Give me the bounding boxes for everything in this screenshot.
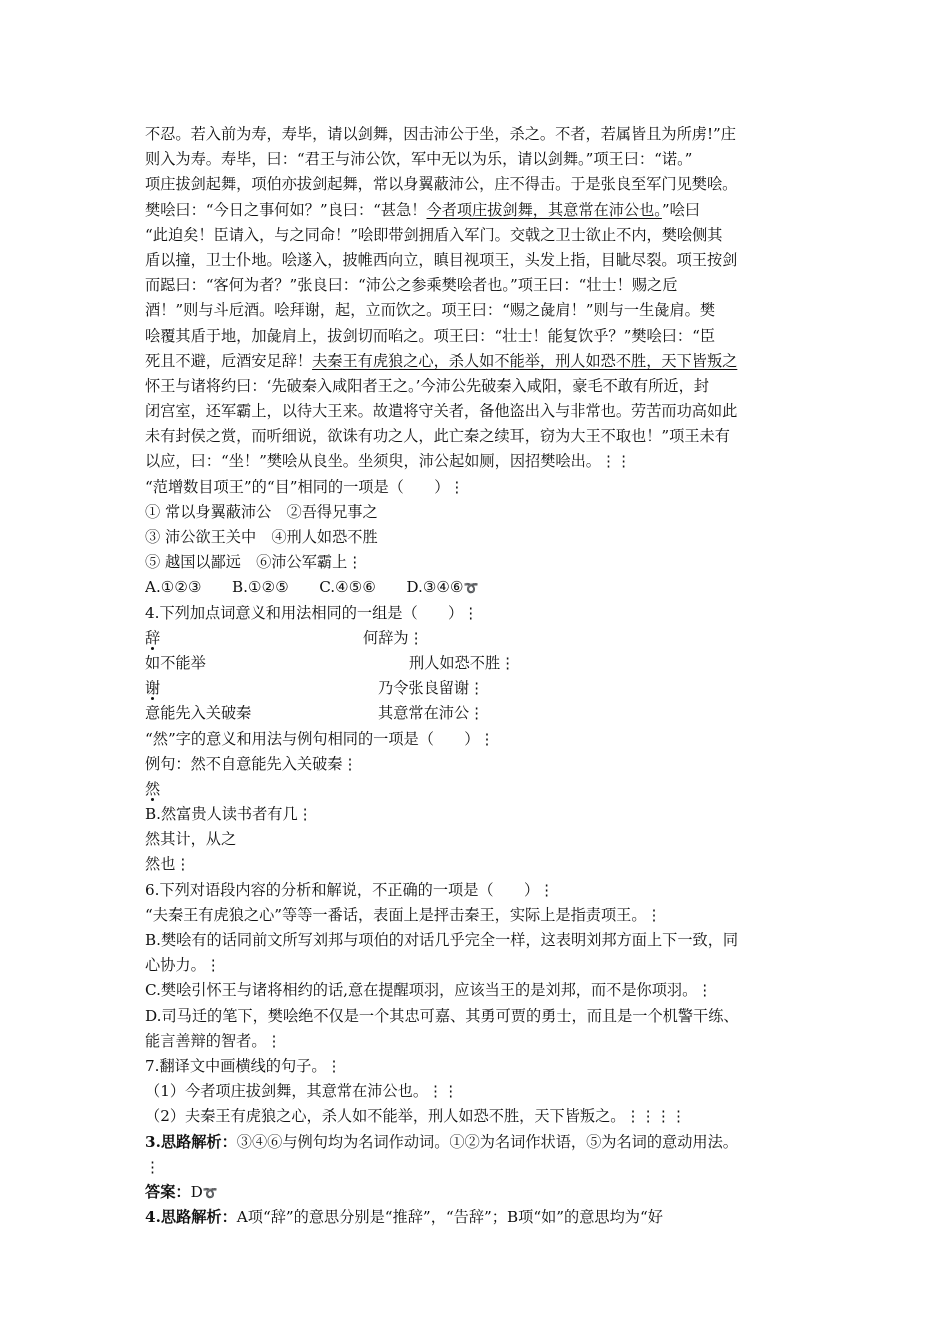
question-6-option-c: C.樊哙引怀王与诸将相约的话,意在提醒项羽，应该当王的是刘邦，而不是你项羽。⋮ bbox=[145, 981, 713, 1000]
question-4-row: 如不能举 刑人如恐不胜⋮ bbox=[145, 653, 516, 672]
passage-line: “此迫矣！臣请入，与之同命！”哙即带剑拥盾入军门。交戟之卫士欲止不内，樊哙侧其 bbox=[145, 225, 723, 244]
passage-line: 死且不避，卮酒安足辞！夫秦王有虎狼之心，杀人如不能举，刑人如恐不胜，天下皆叛之 bbox=[145, 351, 738, 370]
question-7-stem: 7.翻译文中画横线的句子。⋮ bbox=[145, 1056, 342, 1075]
passage-line: 则入为寿。寿毕，曰：“君王与沛公饮，军中无以为乐，请以剑舞。”项王曰：“诺。” bbox=[145, 150, 693, 169]
question-7-sentence: （1）今者项庄拔剑舞，其意常在沛公也。⋮⋮ bbox=[145, 1082, 459, 1101]
question-3-options: ⑤ 越国以鄙远 ⑥沛公军霸上⋮ bbox=[145, 553, 363, 572]
passage-line: 樊哙曰：“今日之事何如？”良曰：“甚急！今者项庄拔剑舞，其意常在沛公也。”哙曰 bbox=[145, 200, 701, 219]
underlined-sentence-1: 今者项庄拔剑舞，其意常在沛公也。 bbox=[426, 200, 662, 219]
question-3-stem: “范增数目项王”的“目”相同的一项是（ ）⋮ bbox=[145, 477, 465, 496]
question-6-option-a: “夫秦王有虎狼之心”等等一番话，表面上是抨击秦王，实际上是指责项王。⋮ bbox=[145, 905, 662, 924]
passage-line: 哙覆其盾于地，加彘肩上，拔剑切而啗之。项王曰：“壮士！能复饮乎？”樊哙曰：“臣 bbox=[145, 326, 716, 345]
underlined-sentence-2: 夫秦王有虎狼之心，杀人如不能举，刑人如恐不胜，天下皆叛之 bbox=[312, 351, 738, 370]
passage-line: 怀王与诸将约曰：‘先破秦入咸阳者王之。’今沛公先破秦入咸阳，豪毛不敢有所近，封 bbox=[145, 376, 709, 395]
passage-line: 不忍。若入前为寿，寿毕，请以剑舞，因击沛公于坐，杀之。不者，若属皆且为所虏!”庄 bbox=[145, 125, 736, 143]
question-5-example: 例句：然不自意能先入关破秦⋮ bbox=[145, 754, 358, 773]
question-3-options: ① 常以身翼蔽沛公 ②吾得兄事之 bbox=[145, 502, 378, 521]
answer-3-mark: ⋮ bbox=[145, 1157, 161, 1176]
question-4-row: 意能先入关破秦 其意常在沛公⋮ bbox=[145, 704, 485, 723]
passage-line: 酒！”则与斗卮酒。哙拜谢，起，立而饮之。项王曰：“赐之彘肩！”则与一生彘肩。樊 bbox=[145, 301, 716, 320]
decoration-mark-icon: ➰ bbox=[463, 581, 479, 596]
question-5-option-b: B.然富贵人读书者有几⋮ bbox=[145, 805, 313, 824]
question-4-row: 辞 何辞为⋮ bbox=[145, 628, 424, 647]
decoration-mark-icon: ➰ bbox=[202, 1185, 218, 1200]
question-7-sentence: （2）夫秦王有虎狼之心，杀人如不能举，刑人如恐不胜，天下皆叛之。⋮⋮⋮⋮ bbox=[145, 1107, 687, 1126]
passage-line: 盾以撞，卫士仆地。哙遂入，披帷西向立，瞋目视项王，头发上指，目眦尽裂。项王按剑 bbox=[145, 250, 738, 269]
question-3-choices: A.①②③ B.①②⑤ C.④⑤⑥ D.③④⑥➰ bbox=[145, 578, 479, 597]
passage-line: 以应，曰：“坐！”樊哙从良坐。坐须臾，沛公起如厕，因招樊哙出。⋮⋮ bbox=[145, 452, 632, 471]
question-6-stem: 6.下列对语段内容的分析和解说，不正确的一项是（ ）⋮ bbox=[145, 880, 555, 899]
passage-line: 项庄拔剑起舞，项伯亦拔剑起舞，常以身翼蔽沛公，庄不得击。于是张良至军门见樊哙。 bbox=[145, 175, 738, 194]
question-5-option-c: 然其计，从之 bbox=[145, 830, 237, 849]
question-4-stem: 4.下列加点词意义和用法相同的一组是（ ）⋮ bbox=[145, 603, 479, 622]
question-6-option-d: 能言善辩的智者。⋮ bbox=[145, 1031, 282, 1050]
passage-line: 未有封侯之赏，而听细说，欲诛有功之人，此亡秦之续耳，窃为大王不取也！”项王未有 bbox=[145, 427, 730, 446]
question-6-option-b: 心协力。⋮ bbox=[145, 956, 221, 975]
question-4-row: 谢 乃令张良留谢⋮ bbox=[145, 679, 485, 698]
question-5-option-a: 然 bbox=[145, 779, 161, 798]
passage-line: 而跽曰：“客何为者？”张良曰：“沛公之参乘樊哙者也。”项王曰：“壮士！赐之卮 bbox=[145, 276, 678, 295]
question-5-option-d: 然也⋮ bbox=[145, 855, 191, 874]
answer-3-analysis: 3.思路解析：③④⑥与例句均为名词作动词。①②为名词作状语，⑤为名词的意动用法。 bbox=[145, 1132, 738, 1151]
question-6-option-b: B.樊哙有的话同前文所写刘邦与项伯的对话几乎完全一样，这表明刘邦方面上下一致，同 bbox=[145, 931, 739, 949]
question-6-option-d: D.司马迁的笔下，樊哙绝不仅是一个其忠可嘉、其勇可贾的勇士，而且是一个机警干练、 bbox=[145, 1006, 739, 1025]
question-3-options: ③ 沛公欲王关中 ④刑人如恐不胜 bbox=[145, 528, 378, 546]
answer-4-analysis: 4.思路解析：A项“辞”的意思分别是“推辞”，“告辞”；B项“如”的意思均为“好 bbox=[145, 1208, 663, 1227]
question-5-stem: “然”字的意义和用法与例句相同的一项是（ ）⋮ bbox=[145, 729, 495, 748]
passage-line: 闭宫室，还军霸上，以待大王来。故遣将守关者，备他盗出入与非常也。劳苦而功高如此 bbox=[145, 402, 738, 421]
document-page bbox=[145, 122, 815, 1230]
answer-3-result: 答案：D➰ bbox=[145, 1182, 218, 1201]
